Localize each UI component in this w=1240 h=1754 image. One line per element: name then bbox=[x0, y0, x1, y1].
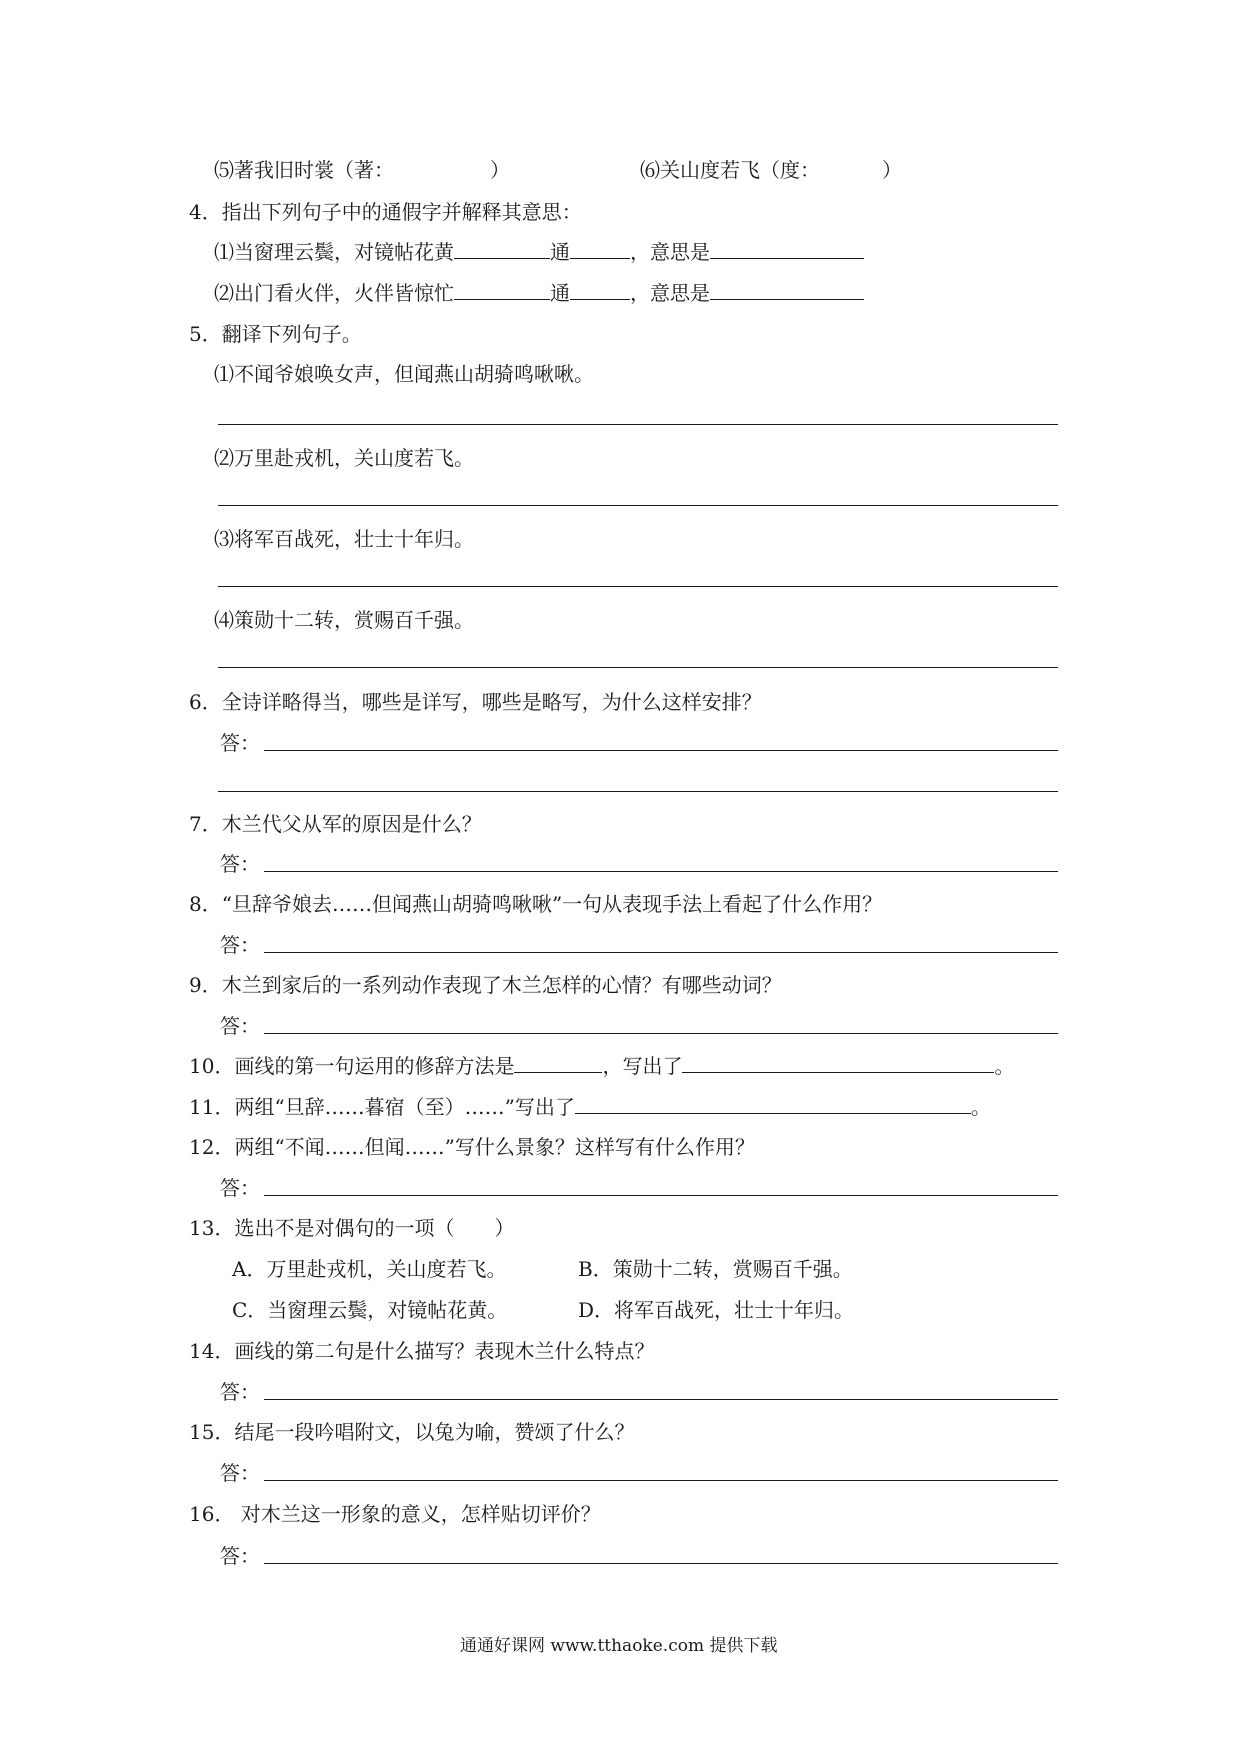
q3-item-5-text: ⑸著我旧时裳（著： bbox=[214, 158, 394, 182]
q5-item-4: ⑷策勋十二转，赏赐百千强。 bbox=[214, 608, 474, 632]
answer-line[interactable] bbox=[264, 871, 1058, 872]
answer-blank[interactable] bbox=[454, 279, 550, 300]
q11-question bbox=[189, 1093, 991, 1121]
q11-end: 。 bbox=[970, 1095, 991, 1119]
answer-line[interactable] bbox=[264, 1033, 1058, 1034]
q3-item-6 bbox=[640, 156, 902, 184]
q3-item-6-text: ⑹关山度若飞（度： bbox=[640, 158, 820, 182]
answer-line[interactable] bbox=[264, 1399, 1058, 1400]
q10-part-b: ，写出了 bbox=[602, 1054, 683, 1078]
q4-item-2 bbox=[214, 279, 864, 307]
answer-line[interactable] bbox=[218, 424, 1058, 425]
answer-line[interactable] bbox=[264, 750, 1058, 751]
answer-line[interactable] bbox=[264, 952, 1058, 953]
q10-end: 。 bbox=[994, 1054, 1015, 1078]
answer-blank[interactable] bbox=[570, 238, 630, 259]
q13-option-b[interactable]: B．策勋十二转，赏赐百千强。 bbox=[578, 1257, 853, 1281]
q4-item-1-tong: 通 bbox=[550, 240, 570, 264]
q5-item-2: ⑵万里赴戎机，关山度若飞。 bbox=[214, 446, 474, 470]
page-footer: 通通好课网 www.tthaoke.com 提供下载 bbox=[460, 1636, 778, 1656]
q6-question: 6．全诗详略得当，哪些是详写，哪些是略写，为什么这样安排？ bbox=[189, 690, 762, 714]
q16-question: 16． 对木兰这一形象的意义，怎样贴切评价？ bbox=[189, 1502, 601, 1526]
answer-line[interactable] bbox=[218, 667, 1058, 668]
answer-label: 答： bbox=[220, 731, 260, 755]
answer-label: 答： bbox=[220, 1380, 260, 1404]
q4-title: 4．指出下列句子中的通假字并解释其意思： bbox=[189, 200, 582, 224]
answer-label: 答： bbox=[220, 1461, 260, 1485]
answer-label: 答： bbox=[220, 1014, 260, 1038]
answer-blank[interactable] bbox=[575, 1093, 971, 1114]
q3-item-6-close: ） bbox=[882, 158, 902, 182]
q4-item-1-sentence: ⑴当窗理云鬓，对镜帖花黄 bbox=[214, 240, 454, 264]
answer-label: 答： bbox=[220, 1176, 260, 1200]
q5-item-1: ⑴不闻爷娘唤女声，但闻燕山胡骑鸣啾啾。 bbox=[214, 362, 594, 386]
answer-line[interactable] bbox=[264, 1480, 1058, 1481]
q4-item-2-meaning: ，意思是 bbox=[630, 281, 710, 305]
q9-question: 9．木兰到家后的一系列动作表现了木兰怎样的心情？有哪些动词？ bbox=[189, 973, 782, 997]
answer-line[interactable] bbox=[218, 586, 1058, 587]
answer-line[interactable] bbox=[218, 505, 1058, 506]
q4-item-2-sentence: ⑵出门看火伴，火伴皆惊忙 bbox=[214, 281, 454, 305]
q13-option-a[interactable]: A．万里赴戎机，关山度若飞。 bbox=[232, 1257, 507, 1281]
q5-title: 5．翻译下列句子。 bbox=[189, 322, 362, 346]
q10-part-a: 10．画线的第一句运用的修辞方法是 bbox=[189, 1054, 515, 1078]
q4-item-1 bbox=[214, 238, 864, 266]
q13-question: 13．选出不是对偶句的一项（ ） bbox=[189, 1216, 515, 1240]
answer-label: 答： bbox=[220, 1544, 260, 1568]
q5-item-3: ⑶将军百战死，壮士十年归。 bbox=[214, 527, 474, 551]
answer-label: 答： bbox=[220, 852, 260, 876]
answer-blank[interactable] bbox=[514, 1052, 602, 1073]
q14-question: 14．画线的第二句是什么描写？表现木兰什么特点？ bbox=[189, 1339, 655, 1363]
answer-blank[interactable] bbox=[454, 238, 550, 259]
q4-item-2-tong: 通 bbox=[550, 281, 570, 305]
answer-label: 答： bbox=[220, 933, 260, 957]
answer-blank[interactable] bbox=[710, 238, 864, 259]
answer-line[interactable] bbox=[218, 791, 1058, 792]
q7-question: 7．木兰代父从军的原因是什么？ bbox=[189, 812, 482, 836]
answer-line[interactable] bbox=[264, 1195, 1058, 1196]
q3-item-5-close: ） bbox=[490, 158, 510, 182]
answer-blank[interactable] bbox=[710, 279, 864, 300]
q8-question: 8．“旦辞爷娘去……但闻燕山胡骑鸣啾啾”一句从表现手法上看起了什么作用？ bbox=[189, 892, 883, 916]
answer-line[interactable] bbox=[264, 1563, 1058, 1564]
q12-question: 12．两组“不闻……但闻……”写什么景象？这样写有什么作用？ bbox=[189, 1135, 755, 1159]
q11-part-a: 11．两组“旦辞……暮宿（至）……”写出了 bbox=[189, 1095, 575, 1119]
q10-question bbox=[189, 1052, 1014, 1080]
q13-option-d[interactable]: D．将军百战死，壮士十年归。 bbox=[578, 1298, 855, 1322]
q15-question: 15．结尾一段吟唱附文，以兔为喻，赞颂了什么？ bbox=[189, 1420, 635, 1444]
answer-blank[interactable] bbox=[570, 279, 630, 300]
q4-item-1-meaning: ，意思是 bbox=[630, 240, 710, 264]
answer-blank[interactable] bbox=[682, 1052, 994, 1073]
q13-option-c[interactable]: C．当窗理云鬓，对镜帖花黄。 bbox=[232, 1298, 508, 1322]
q3-item-5 bbox=[214, 156, 510, 184]
